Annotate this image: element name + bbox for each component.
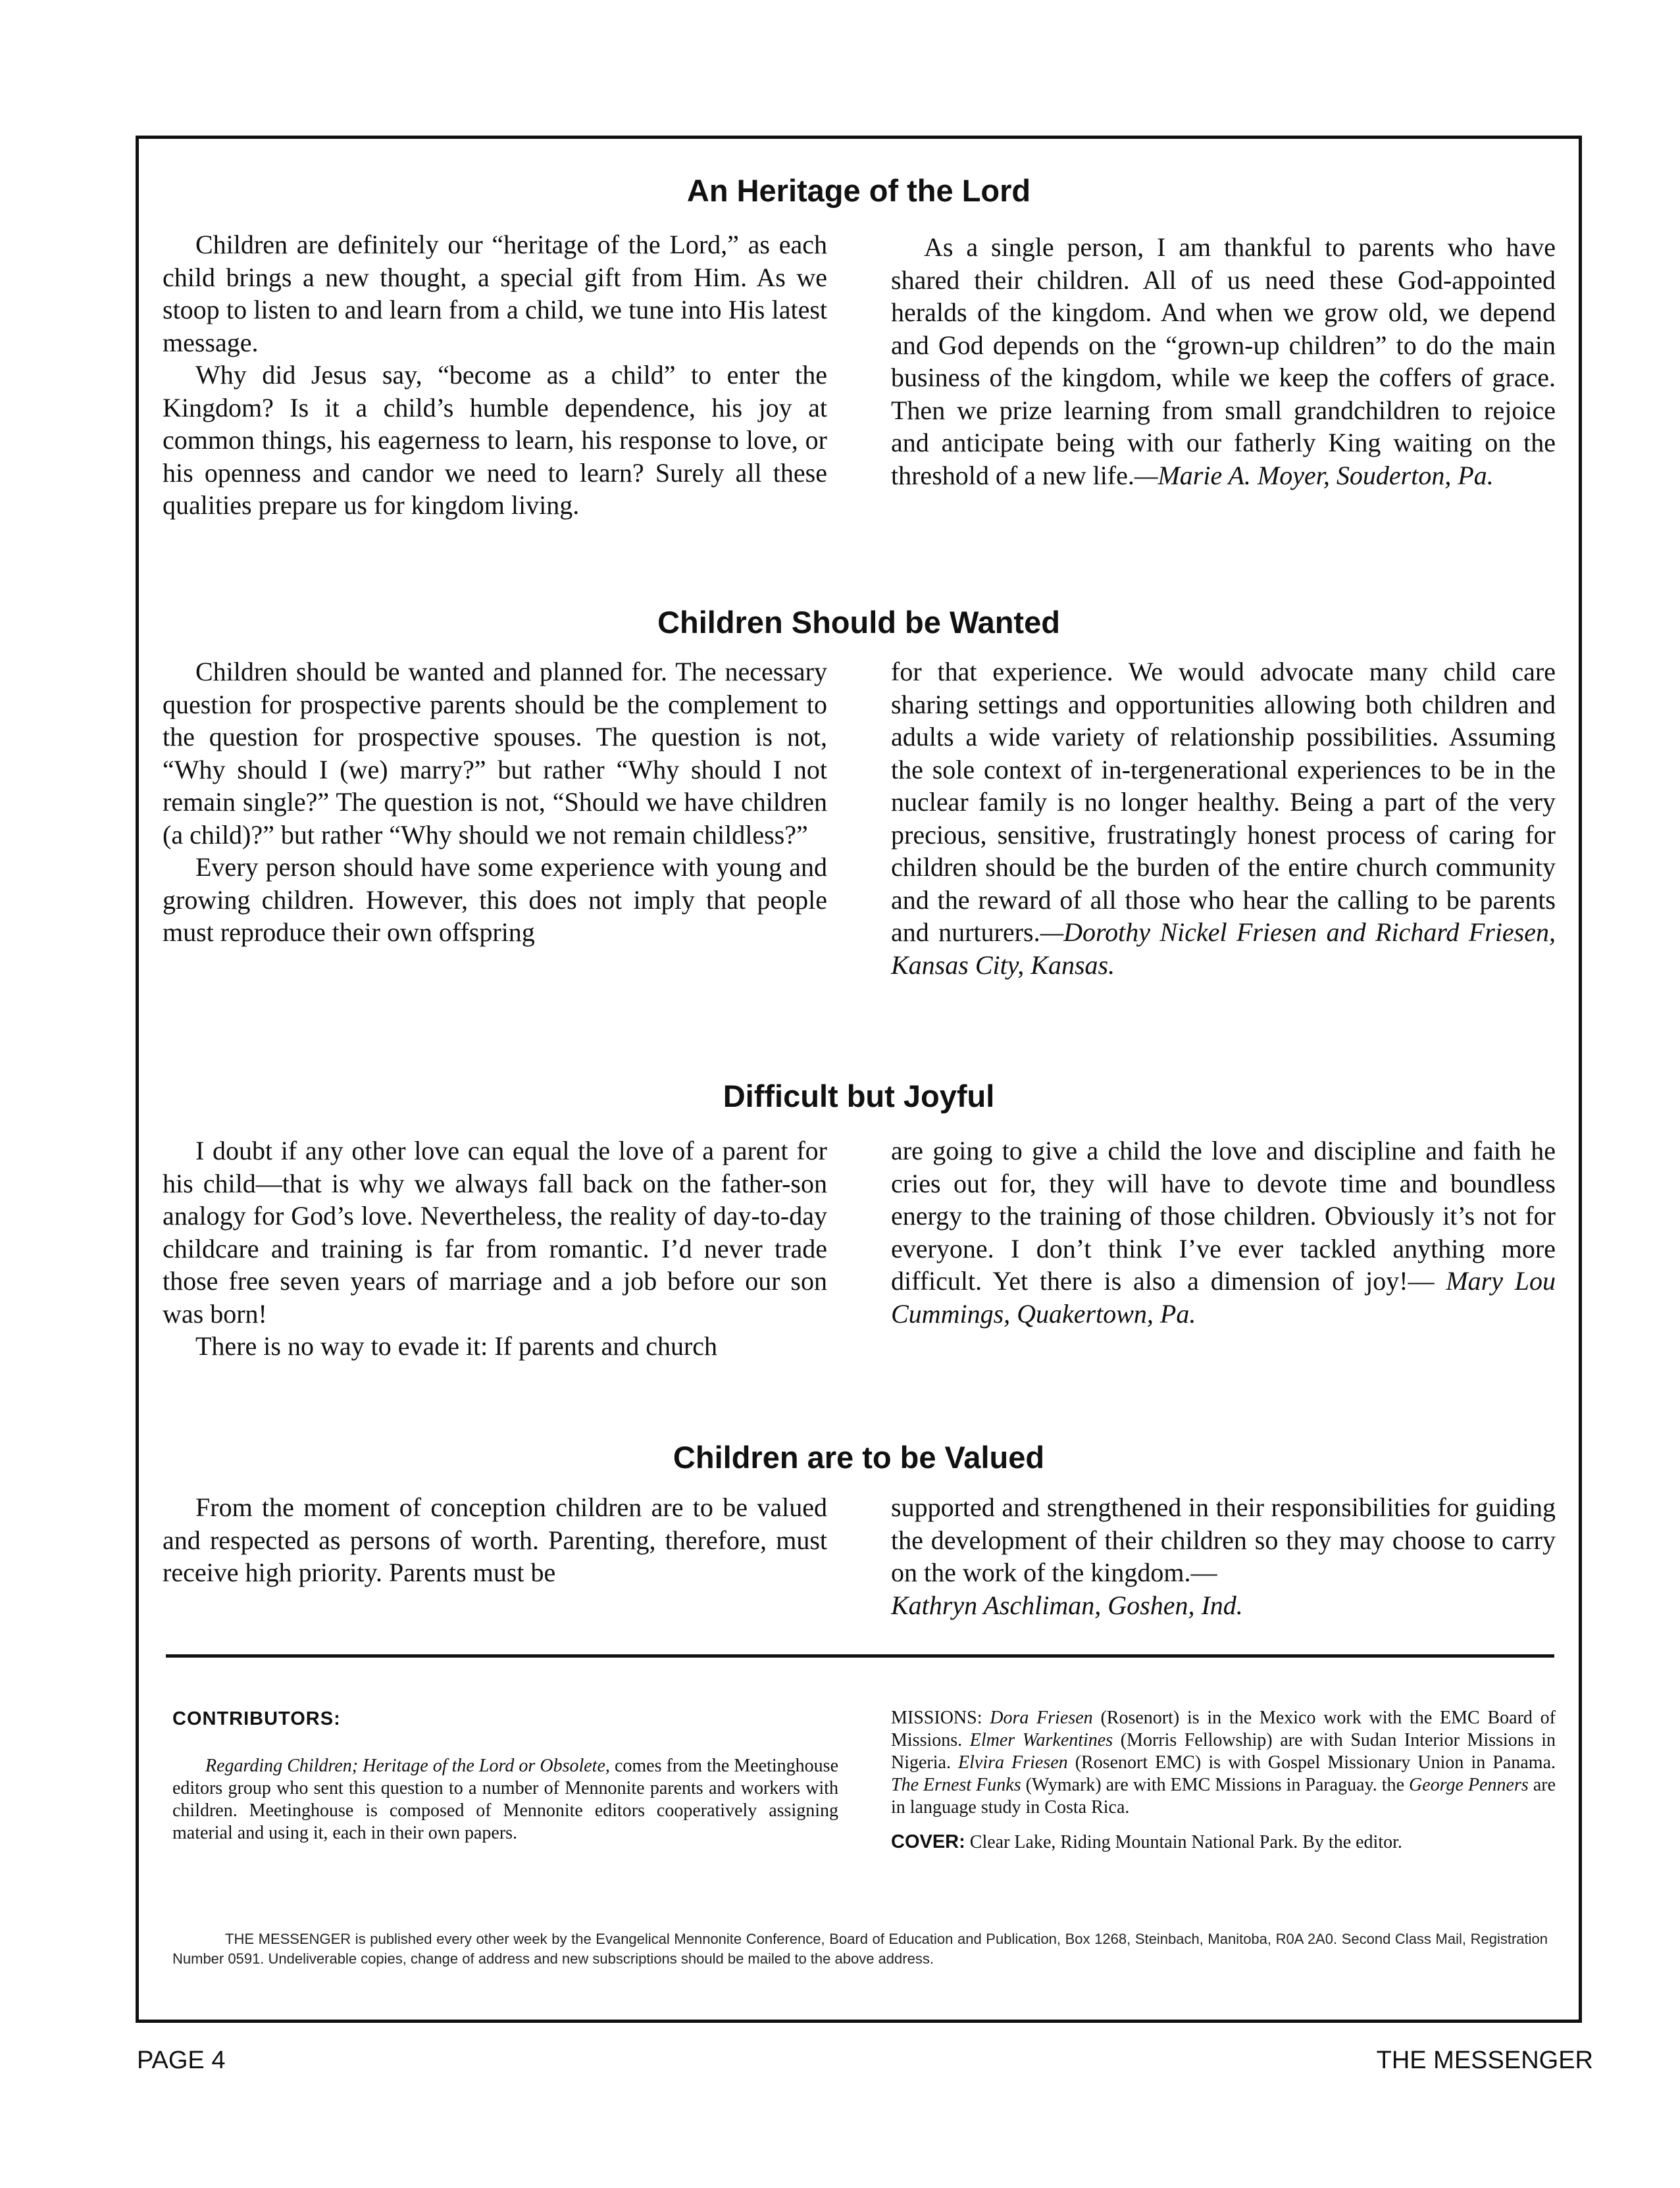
section-title: Children Should be Wanted bbox=[657, 605, 1060, 640]
section-title: An Heritage of the Lord bbox=[686, 173, 1031, 208]
author-signature: Kathryn Aschliman, Goshen, Ind. bbox=[891, 1590, 1243, 1620]
paragraph: There is no way to evade it: If parents and church bbox=[195, 1331, 718, 1361]
paragraph: Every person should have some experience with young and growing children. However, this does not imply that people must reproduce their own offspring bbox=[163, 852, 827, 947]
author-signature: —Dorothy Nickel Friesen and Richard Friesen, Kansas City, Kansas. bbox=[891, 917, 1556, 980]
section-title: Children are to be Valued bbox=[673, 1440, 1045, 1475]
article-left-column bbox=[163, 228, 827, 522]
divider-rule bbox=[166, 1654, 1554, 1658]
paragraph: As a single person, I am thankful to parents who have shared their children. All of us need these God-appointed heralds of the kingdom. And when we grow old, we depend and God depends on the “grown-up children” to do the main business of the kingdom, while we keep the coffers of grace. Then we prize learning from small grandchildren to rejoice and anticipate being with our fatherly King waiting on the threshold of a new life.—Marie A. Moyer, Souderton, Pa. bbox=[891, 232, 1556, 490]
article-right-column bbox=[891, 231, 1556, 492]
paragraph: supported and strengthened in their responsibilities for guiding the development of their children so they may choose to carry on the work of the kingdom.— Kathryn Aschliman, Goshen, Ind. bbox=[891, 1492, 1556, 1620]
contributors-note bbox=[172, 1755, 838, 1845]
paragraph: for that experience. We would advocate many child care sharing settings and opportunities allowing both children and adults a wide variety of relationship possibilities. Assuming the sole context of in-tergenerational experiences to be in the nuclear family is no longer healthy. Being a part of the very precious, sensitive, frustratingly honest process of caring for children should be the burden of the entire church community and the reward of all those who hear the calling to be parents and nurturers.—Dorothy Nickel Friesen and Richard Friesen, Kansas City, Kansas. bbox=[891, 657, 1556, 980]
page-number: PAGE 4 bbox=[137, 2047, 226, 2074]
section-title: Difficult but Joyful bbox=[723, 1079, 995, 1113]
contributors-heading: CONTRIBUTORS: bbox=[172, 1708, 341, 1729]
author-signature: —Marie A. Moyer, Souderton, Pa. bbox=[1134, 460, 1494, 490]
publication-info: THE MESSENGER is published every other week by the Evangelical Mennonite Conference, Board of Education and Publication, Box 1268, Steinbach, Manitoba, R0A 2A0. Second Class Mail, Registration Number 0591. Undeliverable copies, change of address and new subscriptions should be mailed to the above address. bbox=[172, 1931, 1548, 1967]
author-signature: Mary Lou Cummings, Quakertown, Pa. bbox=[891, 1266, 1556, 1329]
paragraph: I doubt if any other love can equal the love of a parent for his child—that is why we always fall back on the father-son analogy for God’s love. Nevertheless, the reality of day-to-day childcare and training is far from romantic. I’d never trade those free seven years of marriage and a job before our son was born! bbox=[163, 1136, 827, 1329]
missions-note bbox=[891, 1707, 1556, 1854]
article-right-column bbox=[891, 655, 1556, 981]
article-right-column bbox=[891, 1134, 1556, 1330]
paragraph: From the moment of conception children are to be valued and respected as persons of worth. Parenting, therefore, must receive high priority. Parents must be bbox=[163, 1492, 827, 1587]
paragraph: Regarding Children; Heritage of the Lord or Obsolete, comes from the Meetinghouse editors group who sent this question to a number of Mennonite parents and workers with children. Meetinghouse is composed of Mennonite editors cooperatively assigning material and using it, each in their own papers. bbox=[172, 1756, 838, 1843]
paragraph: Children should be wanted and planned for. The necessary question for prospective parents should be the complement to the question for prospective spouses. The question is not, “Why should I (we) marry?” but rather “Why should I not remain single?” The question is not, “Should we have children (a child)?” but rather “Why should we not remain childless?” bbox=[163, 657, 827, 850]
paragraph: Children are definitely our “heritage of the Lord,” as each child brings a new thought, a special gift from Him. As we stoop to listen to and learn from a child, we tune into His latest message. bbox=[163, 230, 827, 357]
paragraph: Why did Jesus say, “become as a child” to enter the Kingdom? Is it a child’s humble dependence, his joy at common things, his eagerness to learn, his response to love, or his openness and candor we need to learn? Surely all these qualities prepare us for kingdom living. bbox=[163, 360, 827, 520]
publication-name: THE MESSENGER bbox=[1376, 2047, 1593, 2074]
article-left-column bbox=[163, 1134, 827, 1363]
paragraph: are going to give a child the love and discipline and faith he cries out for, they will have to devote time and boundless energy to the training of those children. Obviously it’s not for everyone. I don’t think I’ve ever tackled anything more difficult. Yet there is also a dimension of joy!— Mary Lou Cummings, Quakertown, Pa. bbox=[891, 1136, 1556, 1329]
paragraph: MISSIONS: Dora Friesen (Rosenort) is in the Mexico work with the EMC Board of Missions. Elmer Warkentines (Morris Fellowship) are with Sudan Interior Missions in Nigeria. Elvira Friesen (Rosenort EMC) is with Gospel Missionary Union in Panama. The Ernest Funks (Wymark) are with EMC Missions in Paraguay. the George Penners are in language study in Costa Rica. bbox=[891, 1708, 1556, 1818]
article-right-column bbox=[891, 1491, 1556, 1621]
article-left-column bbox=[163, 655, 827, 949]
cover-note: COVER: Clear Lake, Riding Mountain National Park. By the editor. bbox=[891, 1831, 1402, 1852]
article-left-column bbox=[163, 1491, 827, 1589]
